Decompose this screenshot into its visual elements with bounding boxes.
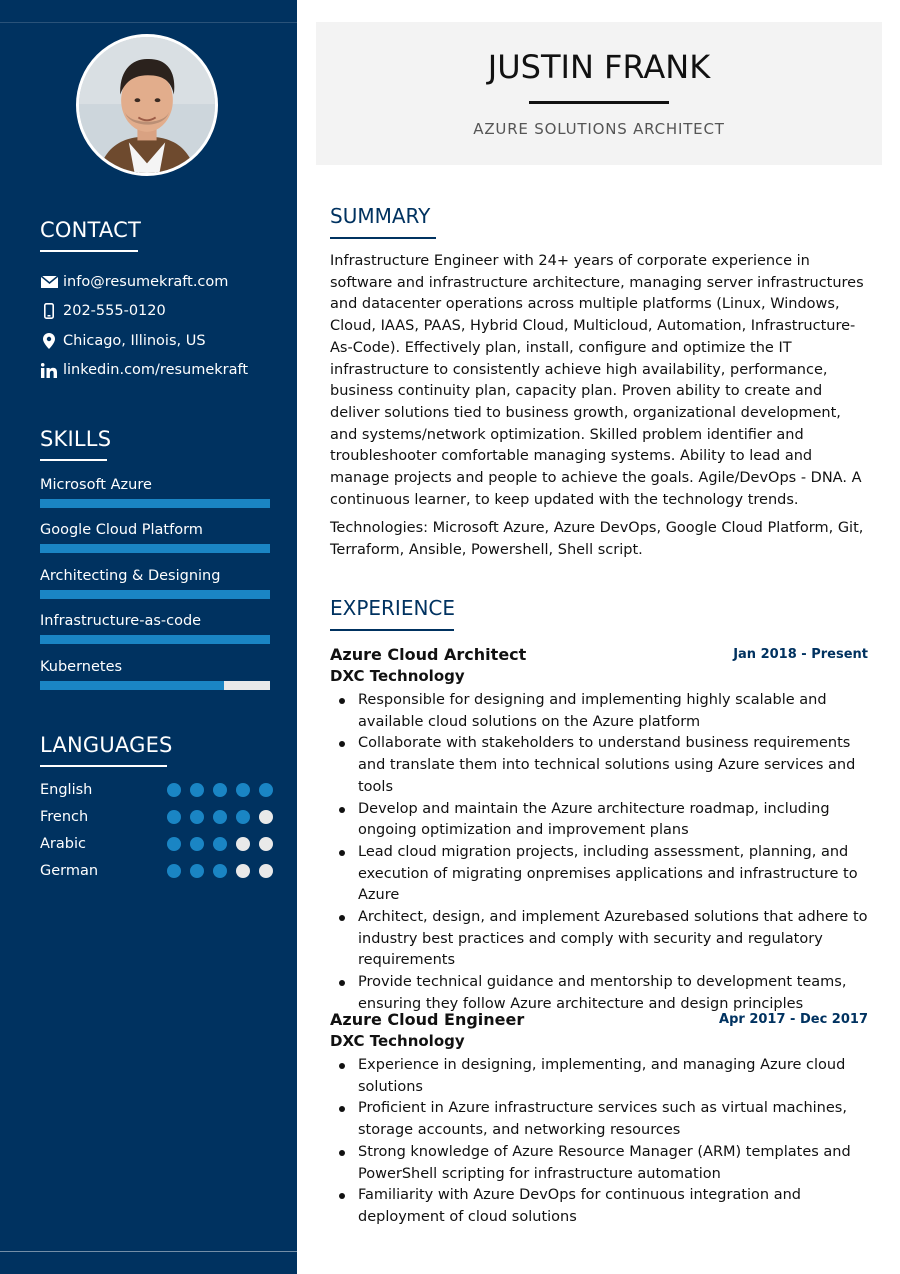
contact-location-text: Chicago, Illinois, US — [63, 333, 206, 349]
candidate-name: JUSTIN FRANK — [487, 48, 711, 86]
proficiency-dot-filled — [167, 864, 181, 878]
skill-bar-fill — [40, 544, 270, 553]
skill-name: Google Cloud Platform — [40, 522, 203, 538]
skill-bar — [40, 499, 270, 508]
sidebar — [0, 0, 297, 1274]
skill-name: Kubernetes — [40, 659, 123, 675]
list-item: Responsible for designing and implementing highly scalable and available cloud solutions on the Azure platform — [358, 690, 870, 733]
contact-email[interactable] — [40, 271, 228, 293]
skills-heading: SKILLS — [40, 427, 112, 451]
job-company: DXC Technology — [330, 667, 465, 685]
proficiency-dot-empty — [236, 864, 250, 878]
proficiency-dot-filled — [190, 837, 204, 851]
summary-heading: SUMMARY — [330, 204, 431, 228]
skill-bar-fill — [40, 499, 270, 508]
language-name: English — [40, 782, 93, 798]
sidebar-bottom-divider — [0, 1251, 297, 1252]
skill-item — [40, 475, 270, 508]
avatar — [76, 34, 218, 176]
proficiency-dot-filled — [259, 783, 273, 797]
contact-phone[interactable] — [40, 300, 166, 322]
contact-linkedin[interactable] — [40, 359, 248, 381]
job-date: Jan 2018 - Present — [733, 647, 868, 662]
language-row — [40, 861, 270, 881]
language-row — [40, 834, 270, 854]
job-company: DXC Technology — [330, 1032, 465, 1050]
job-bullets — [358, 690, 870, 1016]
proficiency-dot-filled — [213, 783, 227, 797]
proficiency-dot-filled — [190, 810, 204, 824]
proficiency-dot-filled — [190, 864, 204, 878]
phone-icon — [40, 302, 58, 320]
skill-bar — [40, 681, 270, 690]
skill-bar-fill — [40, 681, 224, 690]
contact-heading-underline — [40, 250, 138, 252]
list-item: Develop and maintain the Azure architecture roadmap, including ongoing optimization and improvement plans — [358, 799, 870, 842]
list-item: Proficient in Azure infrastructure services such as virtual machines, storage accounts, and networking resources — [358, 1098, 870, 1141]
skills-heading-underline — [40, 459, 107, 461]
name-header — [316, 22, 882, 165]
list-item: Lead cloud migration projects, including assessment, planning, and execution of migrating onpremises applications and infrastructure to Azure — [358, 842, 870, 907]
languages-heading: LANGUAGES — [40, 733, 173, 757]
skill-bar-fill — [40, 590, 270, 599]
skill-name: Infrastructure-as-code — [40, 613, 202, 629]
name-underline — [529, 101, 669, 104]
job-bullets — [358, 1055, 870, 1229]
skill-bar-fill — [40, 635, 270, 644]
proficiency-dot-filled — [236, 783, 250, 797]
list-item: Familiarity with Azure DevOps for continuous integration and deployment of cloud solutions — [358, 1185, 870, 1228]
list-item: Architect, design, and implement Azurebased solutions that adhere to industry best practices and comply with security and regulatory requirements — [358, 907, 870, 972]
language-name: Arabic — [40, 836, 86, 852]
skill-name: Microsoft Azure — [40, 477, 152, 493]
job-title: Azure Cloud Engineer — [330, 1010, 525, 1029]
skill-name: Architecting & Designing — [40, 568, 221, 584]
proficiency-dot-filled — [236, 810, 250, 824]
experience-heading-underline — [330, 629, 454, 631]
language-row — [40, 807, 270, 827]
linkedin-icon — [40, 361, 58, 379]
summary-heading-underline — [330, 237, 436, 239]
proficiency-dot-filled — [167, 837, 181, 851]
language-name: French — [40, 809, 89, 825]
proficiency-dot-filled — [213, 810, 227, 824]
skill-item — [40, 566, 270, 599]
skill-item — [40, 520, 270, 553]
profile-photo — [79, 37, 215, 173]
skill-item — [40, 657, 270, 690]
skill-bar — [40, 635, 270, 644]
list-item: Provide technical guidance and mentorship to development teams, ensuring they follow Azure architecture and design principles — [358, 972, 870, 1015]
contact-linkedin-text: linkedin.com/resumekraft — [63, 362, 249, 378]
contact-phone-text: 202-555-0120 — [63, 303, 166, 319]
list-item: Experience in designing, implementing, and managing Azure cloud solutions — [358, 1055, 870, 1098]
list-item: Strong knowledge of Azure Resource Manager (ARM) templates and PowerShell scripting for infrastructure automation — [358, 1142, 870, 1185]
location-pin-icon — [40, 332, 58, 350]
proficiency-dot-empty — [259, 864, 273, 878]
sidebar-top-divider — [0, 22, 297, 23]
contact-email-text: info@resumekraft.com — [63, 274, 229, 290]
experience-heading: EXPERIENCE — [330, 596, 456, 620]
skill-item — [40, 611, 270, 644]
proficiency-dot-filled — [190, 783, 204, 797]
proficiency-dot-filled — [213, 864, 227, 878]
job-title: Azure Cloud Architect — [330, 645, 527, 664]
job-title-headline: AZURE SOLUTIONS ARCHITECT — [473, 120, 725, 138]
language-name: German — [40, 863, 99, 879]
proficiency-dot-filled — [213, 837, 227, 851]
proficiency-dot-empty — [259, 810, 273, 824]
job-date: Apr 2017 - Dec 2017 — [719, 1012, 868, 1027]
proficiency-dot-empty — [236, 837, 250, 851]
technologies-paragraph: Technologies: Microsoft Azure, Azure DevOps, Google Cloud Platform, Git, Terraform, Ansible, Powershell, Shell script. — [330, 520, 864, 558]
proficiency-dot-empty — [259, 837, 273, 851]
list-item: Collaborate with stakeholders to understand business requirements and translate them into technical solutions using Azure services and tools — [358, 733, 870, 798]
skill-bar — [40, 590, 270, 599]
proficiency-dot-filled — [167, 783, 181, 797]
skill-bar — [40, 544, 270, 553]
summary-paragraph: Infrastructure Engineer with 24+ years of corporate experience in software and infrastructure architecture, managing server infrastructures and datacenter operations across multiple platforms (Linux, Windows, Cloud, IAAS, PAAS, Hybrid Cloud, Multicloud, Automation, Infrastructure-As-Code). Effectively plan, install, configure and optimize the IT infrastructure to consistently achieve high availability, performance, business continuity plan, capacity plan. Proven ability to create and deliver solutions tied to business growth, organizational development, and systems/network optimization. Skilled problem identifier and troubleshooter comfortable managing systems. Ability to lead and manage projects and people to achieve the goals. Agile/DevOps - DNA. A continuous learner, to keep updated with the technology trends. — [330, 253, 864, 508]
email-icon — [40, 273, 58, 291]
language-row — [40, 780, 270, 800]
contact-heading: CONTACT — [40, 218, 141, 242]
languages-heading-underline — [40, 765, 167, 767]
proficiency-dot-filled — [167, 810, 181, 824]
contact-location — [40, 330, 206, 352]
